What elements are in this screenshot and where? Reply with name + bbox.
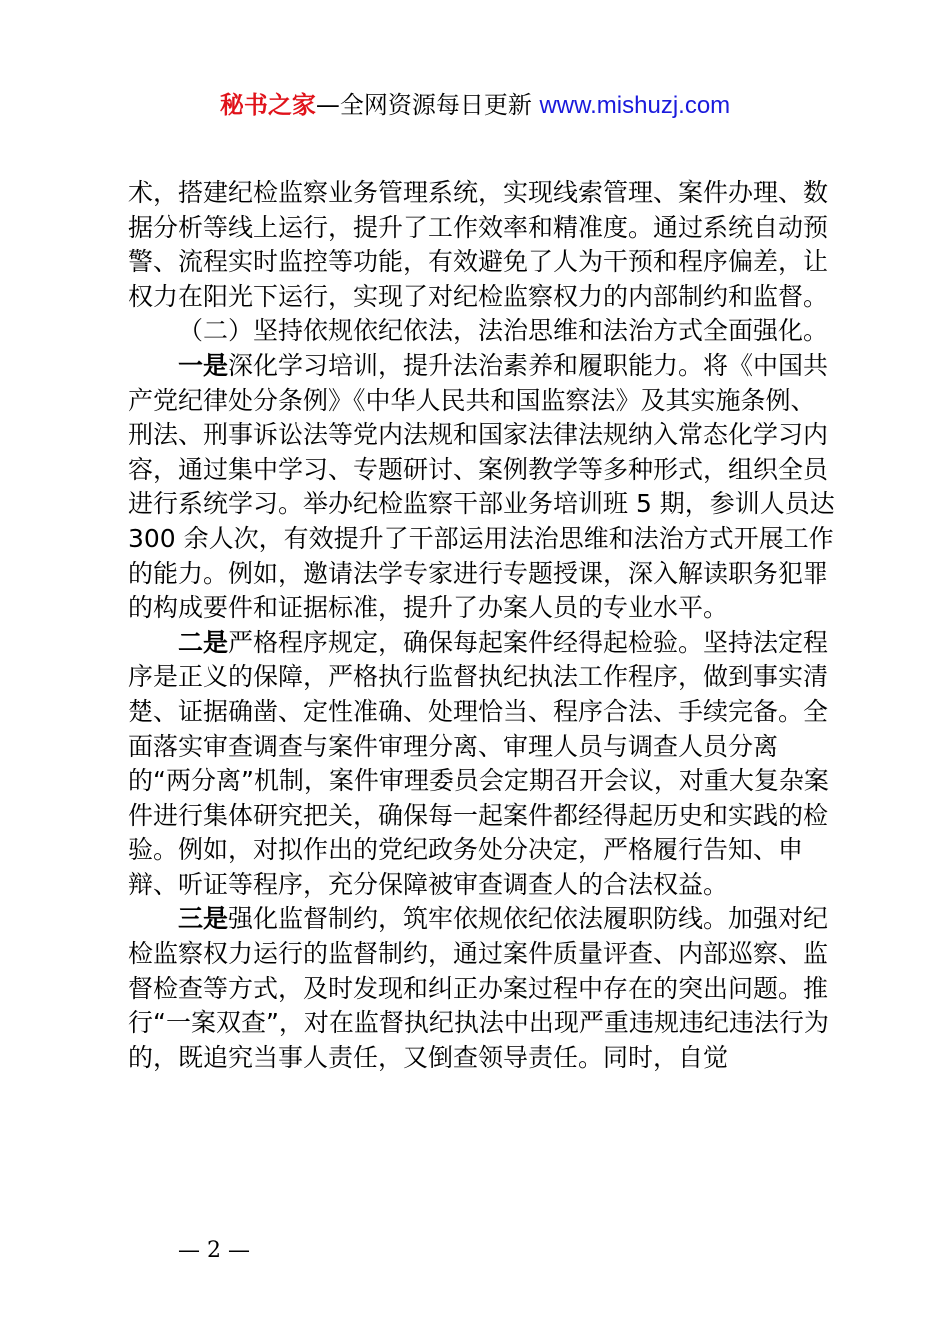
- page-number: — 2 —: [178, 1238, 250, 1263]
- site-name: 秘书之家: [219, 91, 316, 119]
- section-heading: （二）坚持依规依纪依法，法治思维和法治方式全面强化。: [178, 316, 829, 346]
- paragraph-lead: 三是: [178, 904, 229, 934]
- site-url[interactable]: www.mishuzj.com: [539, 92, 731, 119]
- paragraph: [128, 626, 838, 903]
- site-header: [0, 88, 950, 123]
- paragraph: [128, 349, 838, 626]
- paragraph: 术，搭建纪检监察业务管理系统，实现线索管理、案件办理、数据分析等线上运行，提升了工作效率和精准度。通过系统自动预警、流程实时监控等功能，有效避免了人为干预和程序偏差，让权力在阳光下运行，实现了对纪检监察权力的内部制约和监督。: [128, 178, 829, 311]
- document-body: [128, 176, 838, 1075]
- paragraph-text: 深化学习培训，提升法治素养和履职能力。将《中国共产党纪律处分条例》《中华人民共和国监察法》及其实施条例、刑法、刑事诉讼法等党内法规和国家法律法规纳入常态化学习内容，通过集中学习、专题研讨、案例教学等多种形式，组织全员进行系统学习。举办纪检监察干部业务培训班 5 期，参训人员达 300 余人次，有效提升了干部运用法治思维和法治方式开展工作的能力。例如，邀请法学专家进行专题授课，深入解读职务犯罪的构成要件和证据标准，提升了办案人员的专业水平。: [128, 350, 835, 623]
- site-tagline: —全网资源每日更新: [315, 91, 540, 119]
- paragraph-text: 严格程序规定，确保每起案件经得起检验。坚持法定程序是正义的保障，严格执行监督执纪执法工作程序，做到事实清楚、证据确凿、定性准确、处理恰当、程序合法、手续完备。全面落实审查调查与案件审理分离、审理人员与调查人员分离的“两分离”机制，案件审理委员会定期召开会议，对重大复杂案件进行集体研究把关，确保每一起案件都经得起历史和实践的检验。例如，对拟作出的党纪政务处分决定，严格履行告知、申辩、听证等程序，充分保障被审查调查人的合法权益。: [128, 627, 829, 899]
- paragraph: [128, 902, 838, 1075]
- paragraph-text: 强化监督制约，筑牢依规依纪依法履职防线。加强对纪检监察权力运行的监督制约，通过案件质量评查、内部巡察、监督检查等方式，及时发现和纠正办案过程中存在的突出问题。推行“一案双查”，对在监督执纪执法中出现严重违规违纪违法行为的，既追究当事人责任，又倒查领导责任。同时，自觉: [128, 904, 829, 1072]
- paragraph-lead: 一是: [178, 350, 229, 380]
- paragraph-lead: 二是: [178, 627, 229, 657]
